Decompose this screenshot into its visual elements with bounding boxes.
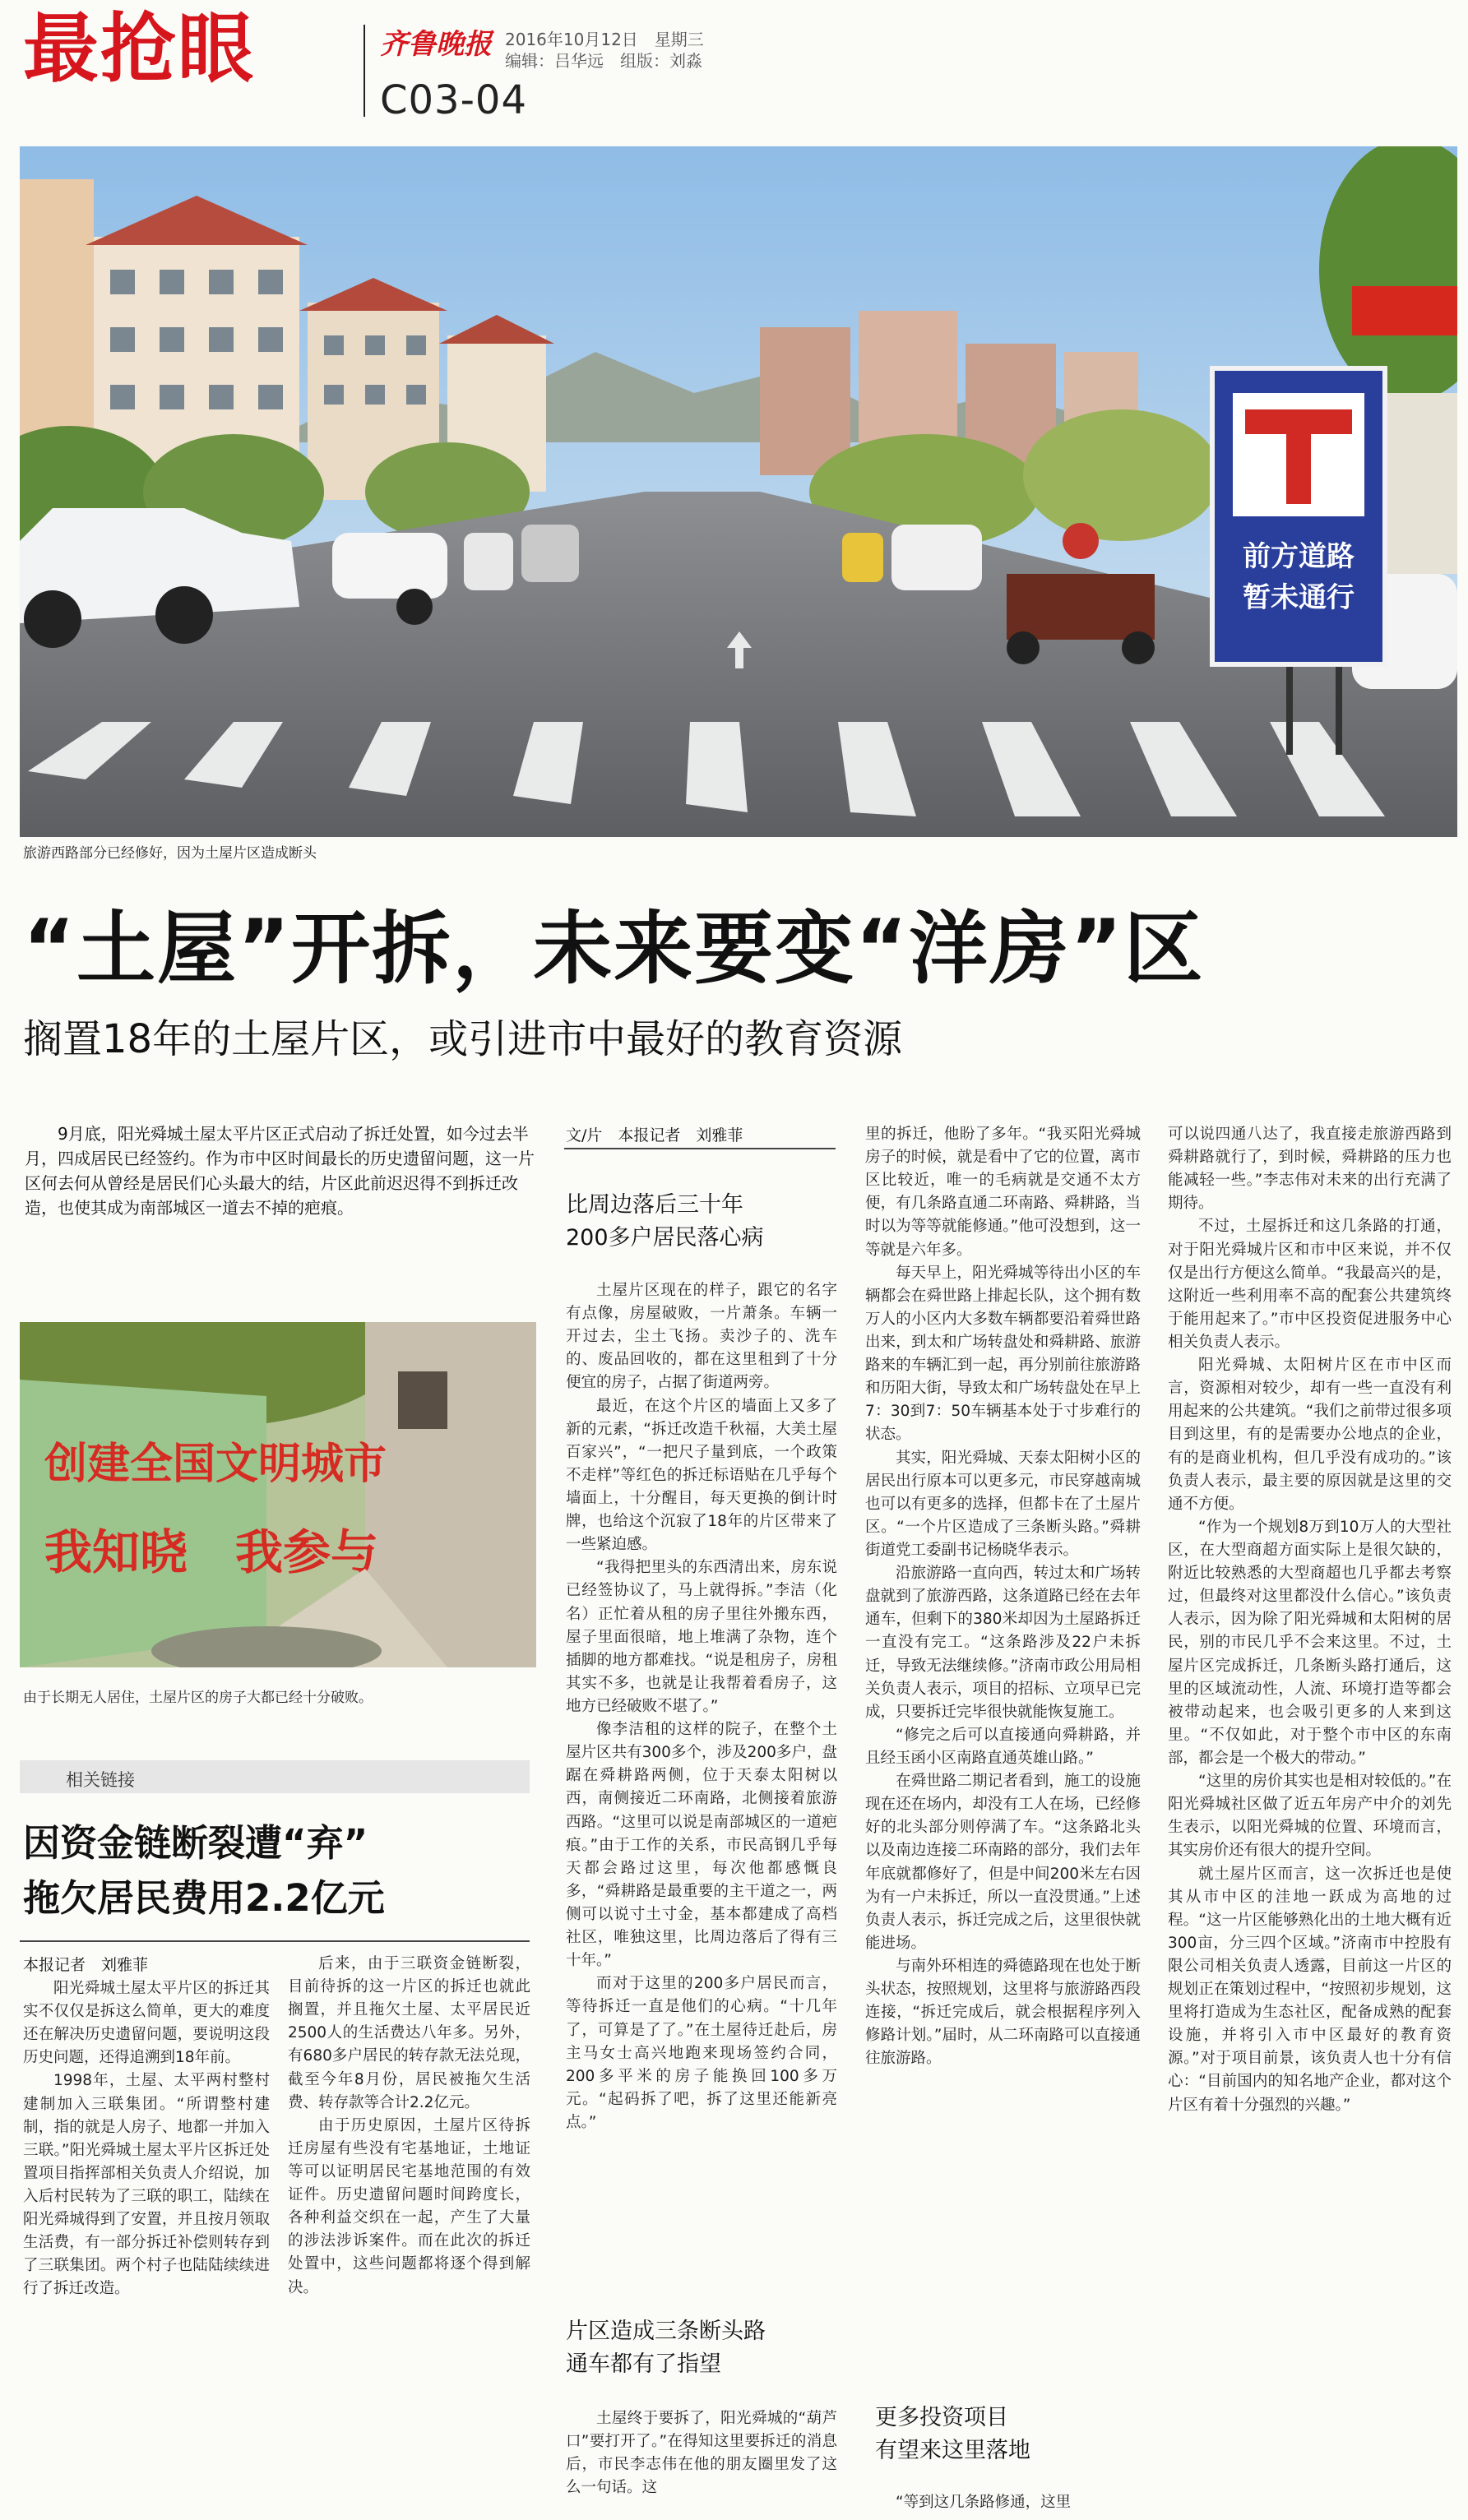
column-3-paragraph: 沿旅游路一直向西，转过太和广场转盘就到了旅游西路，这条道路已经在去年通车，但剩下的380米却因为土屋路拆迁一直没有完工。“这条路涉及22户未拆迁，导致无法继续修。”济南市政公用局相关负责人表示，项目的招标、立项早已完成，只要拆迁完毕很快就能恢复施工。	[865, 1565, 1141, 1721]
column-4-paragraph: 就土屋片区而言，这一次拆迁也是使其从市中区的洼地一跃成为高地的过程。“这一片区能够熟化出的土地大概有近300亩，分三四个区域。”济南市中控股有限公司相关负责人透露，目前这一片区的规划正在策划过程中，“按照初步规划，这里将打造成为生态社区，配备成熟的配套设施，并将引入市中区最好的教育资源。”对于项目前景，该负责人也十分有信心：“目前国内的知名地产企业，都对这个片区有着十分强烈的兴趣。”	[1168, 1865, 1452, 2114]
wall-photo-illustration	[20, 1322, 536, 1667]
section3-body	[865, 2491, 1141, 2518]
section3-heading-2: 有望来这里落地	[875, 2438, 1030, 2463]
related-headline-2: 拖欠居民费用2.2亿元	[23, 1876, 385, 1920]
column-3-paragraph: “修完之后可以直接通向舜耕路，并且经玉函小区南路直通英雄山路。”	[865, 1726, 1141, 1767]
wall-slogan-2: 我知晓 我参与	[44, 1524, 379, 1580]
wall-photo-caption: 由于长期无人居住，土屋片区的房子大都已经十分破败。	[23, 1690, 373, 1706]
road-photo-caption: 旅游西路部分已经修好，因为土屋片区造成断头	[23, 845, 317, 862]
section1-paragraph: 像李洁租的这样的院子，在整个土屋片区共有300多个，涉及200多户，盘踞在舜耕路两侧，位于天泰太阳树以西，南侧接近二环南路，北侧接着旅游西路。“这里可以说是南部城区的一道疤痕。”由于工作的关系，市民高钢几乎每天都会路过这里，每次他都感慨良多，“舜耕路是最重要的主干道之一，两侧可以说寸土寸金，基本都建成了高档社区，唯独这里，比周边落后了得有三十年。”	[566, 1721, 837, 1970]
masthead-divider	[364, 25, 365, 117]
column-4-paragraph: “作为一个规划8万到10万人的大型社区，在大型商超方面实际上是很欠缺的，附近比较熟悉的大型商超也几乎都去考察过，但最终对这里都没什么信心。”该负责人表示，因为除了阳光舜城和太阳树的居民，别的市民几乎不会来这里。不过，土屋片区完成拆迁，几条断头路打通后，这里的区域流动性，人流、环境打造等都会被带动起来，也会吸引更多的人来到这里。“不仅如此，对于整个市中区的东南部，都会是一个极大的带动。”	[1168, 1518, 1452, 1767]
related-paragraph: 阳光舜城土屋太平片区的拆迁其实不仅仅是拆这么简单，更大的难度还在解决历史遗留问题，要说明这段历史问题，还得追溯到18年前。	[23, 1980, 270, 2067]
section1-paragraph: 最近，在这个片区的墙面上又多了新的元素，“拆迁改造千秋福，大美土屋百家兴”，“一把尺子量到底，一个政策不走样”等红色的拆迁标语贴在几乎每个墙面上，十分醒目，每天更换的倒计时牌，也给这个沉寂了18年的片区带来了一些紧迫感。	[566, 1397, 837, 1554]
road-photo	[20, 146, 1457, 837]
main-headline: “土屋”开拆，未来要变“洋房”区	[23, 903, 1205, 995]
byline-rule	[564, 1148, 836, 1149]
related-column-1	[23, 1977, 270, 2504]
column-3-paragraph: 其实，阳光舜城、天泰太阳树小区的居民出行原本可以更多元，市民穿越南城也可以有更多的选择，但都卡在了土屋片区。“一个片区造成了三条断头路。”舜耕街道党工委副书记杨晓华表示。	[865, 1449, 1141, 1559]
road-photo-illustration	[20, 146, 1457, 837]
related-paragraph: 1998年，土屋、太平两村整村建制加入三联集团。“所谓整村建制，指的就是人房子、地都一并加入三联。”阳光舜城土屋太平片区拆迁处置项目指挥部相关负责人介绍说，加入后村民转为了三联的职工，陆续在阳光舜城得到了安置，并且按月领取生活费，有一部分拆迁补偿则转存到了三联集团。两个村子也陆陆续续进行了拆迁改造。	[23, 2072, 270, 2298]
column-4-paragraph: 不过，土屋拆迁和这几条路的打通，对于阳光舜城片区和市中区来说，并不仅仅是出行方便这么简单。“我最高兴的是，这附近一些利用率不高的配套公共建筑终于能用起来了。”市中区投资促进服务中心相关负责人表示。	[1168, 1218, 1452, 1351]
section3-heading-1: 更多投资项目	[875, 2405, 1008, 2430]
page-code: C03-04	[380, 77, 527, 123]
section1-heading-2: 200多户居民落心病	[566, 1225, 764, 1251]
sign-line-2: 暂未通行	[1243, 581, 1355, 614]
related-rule	[20, 1940, 530, 1942]
section2-heading-1: 片区造成三条断头路	[566, 2319, 766, 2344]
column-3-paragraph: 在舜世路二期记者看到，施工的设施现在还在场内，却没有工人在场，已经修好的北头部分则停满了车。“这条路北头以及南边连接二环南路的部分，我们去年年底就都修好了，但是中间200米左右因为有一户未拆迁，所以一直没贯通。”上述负责人表示，拆迁完成之后，这里很快就能进场。	[865, 1773, 1141, 1952]
editor-credits: 编辑：吕华远 组版：刘淼	[505, 51, 702, 71]
section1-paragraph: “我得把里头的东西清出来，房东说已经签协议了，马上就得拆。”李洁（化名）正忙着从租的房子里往外搬东西，屋子里面很暗，地上堆满了杂物，连个插脚的地方都难找。“说是租房子，房租其实不多，也就是让我帮着看房子，这地方已经破败不堪了。”	[566, 1559, 837, 1715]
section2-heading-2: 通车都有了指望	[566, 2351, 721, 2377]
column-3-paragraph: 里的拆迁，他盼了多年。“我买阳光舜城房子的时候，就是看中了它的位置，离市区比较近，唯一的毛病就是交通不太方便，有几条路直通二环南路、舜耕路，当时以为等等就能修通。”他可没想到，这一等就是六年多。	[865, 1126, 1141, 1259]
column-4	[1168, 1123, 1452, 2513]
column-3-paragraph: 与南外环相连的舜德路现在也处于断头状态，按照规划，这里将与旅游路西段连接，“拆迁完成后，就会根据程序列入修路计划。”届时，从二环南路可以直接通往旅游路。	[865, 1957, 1141, 2068]
wall-photo	[20, 1322, 536, 1667]
section-title: 最抢眼	[23, 5, 256, 93]
wall-slogan-1: 创建全国文明城市	[44, 1440, 387, 1489]
section3-paragraph: “等到这几条路修通，这里	[896, 2494, 1072, 2511]
intro-paragraph: 9月底，阳光舜城土屋太平片区正式启动了拆迁处置，如今过去半月，四成居民已经签约。作为市中区时间最长的历史遗留问题，这一片区何去何从曾经是居民们心头最大的结，片区此前迟迟得不到拆迁改造，也使其成为南部城区一道去不掉的疤痕。	[25, 1124, 535, 1218]
column-4-paragraph: 可以说四通八达了，我直接走旅游西路到舜耕路就行了，到时候，舜耕路的压力也能减轻一些。”李志伟对未来的出行充满了期待。	[1168, 1126, 1452, 1213]
related-column-2	[288, 1953, 530, 2504]
paper-logo: 齐鲁晚报	[380, 28, 492, 61]
section1-body	[566, 1279, 837, 2307]
section2-paragraph: 土屋终于要拆了，阳光舜城的“葫芦口”要打开了。”在得知这里要拆迁的消息后，市民李志伟在他的朋友圈里发了这么一句话。这	[566, 2410, 837, 2497]
column-3	[865, 1123, 1141, 2356]
related-link-label: 相关链接	[66, 1770, 135, 1790]
related-paragraph: 后来，由于三联资金链断裂，目前待拆的这一片区的拆迁也就此搁置，并且拖欠土屋、太平居民近2500人的生活费达八年多。另外，有680多户居民的转存款无法兑现，截至今年8月份，居民被拖欠生活费、转存款等合计2.2亿元。	[288, 1955, 530, 2111]
main-byline: 文/片 本报记者 刘雅菲	[566, 1126, 743, 1144]
sign-line-1: 前方道路	[1243, 540, 1355, 573]
section1-paragraph: 土屋片区现在的样子，跟它的名字有点像，房屋破败，一片萧条。车辆一开过去，尘土飞扬。卖沙子的、洗车的、废品回收的，都在这里租到了十分便宜的房子，占据了街道两旁。	[566, 1282, 837, 1392]
issue-date: 2016年10月12日 星期三	[505, 30, 704, 49]
section1-heading-1: 比周边落后三十年	[566, 1192, 743, 1218]
related-byline: 本报记者 刘雅菲	[23, 1956, 149, 1974]
related-headline-1: 因资金链断裂遭“弃”	[23, 1821, 368, 1865]
column-4-paragraph: 阳光舜城、太阳树片区在市中区而言，资源相对较少，却有一些一直没有利用起来的公共建筑。“我们之前带过很多项目到这里，有的是需要办公地点的企业，有的是商业机构，但几乎没有成功的。”该负责人表示，最主要的原因就是这里的交通不方便。	[1168, 1357, 1452, 1513]
section1-paragraph: 而对于这里的200多户居民而言，等待拆迁一直是他们的心病。“十几年了，可算是了了。”在土屋待迁赴后，房主马女士高兴地跑来现场签约合同，200多平米的房子能换回100多万元。“起码拆了吧，拆了这里还能新亮点。”	[566, 1975, 837, 2131]
column-4-paragraph: “这里的房价其实也是相对较低的。”在阳光舜城社区做了近五年房产中介的刘先生表示，以阳光舜城的位置、环境而言，其实房价还有很大的提升空间。	[1168, 1773, 1452, 1860]
sub-headline: 搁置18年的土屋片区，或引进市中最好的教育资源	[23, 1016, 903, 1062]
section2-body	[566, 2407, 837, 2506]
column-3-paragraph: 每天早上，阳光舜城等待出小区的车辆都会在舜世路上排起长队，这个拥有数万人的小区内大多数车辆都要沿着舜世路出来，到太和广场转盘处和舜耕路、旅游路来的车辆汇到一起，再分别前往旅游路和历阳大街，导致太和广场转盘处在早上7：30到7：50车辆基本处于寸步难行的状态。	[865, 1264, 1141, 1444]
related-paragraph: 由于历史原因，土屋片区待拆迁房屋有些没有宅基地证，土地证等可以证明居民宅基地范围的有效证件。历史遗留问题时间跨度长，各种利益交织在一起，产生了大量的涉法涉诉案件。而在此次的拆迁处置中，这些问题都将逐个得到解决。	[288, 2116, 530, 2296]
